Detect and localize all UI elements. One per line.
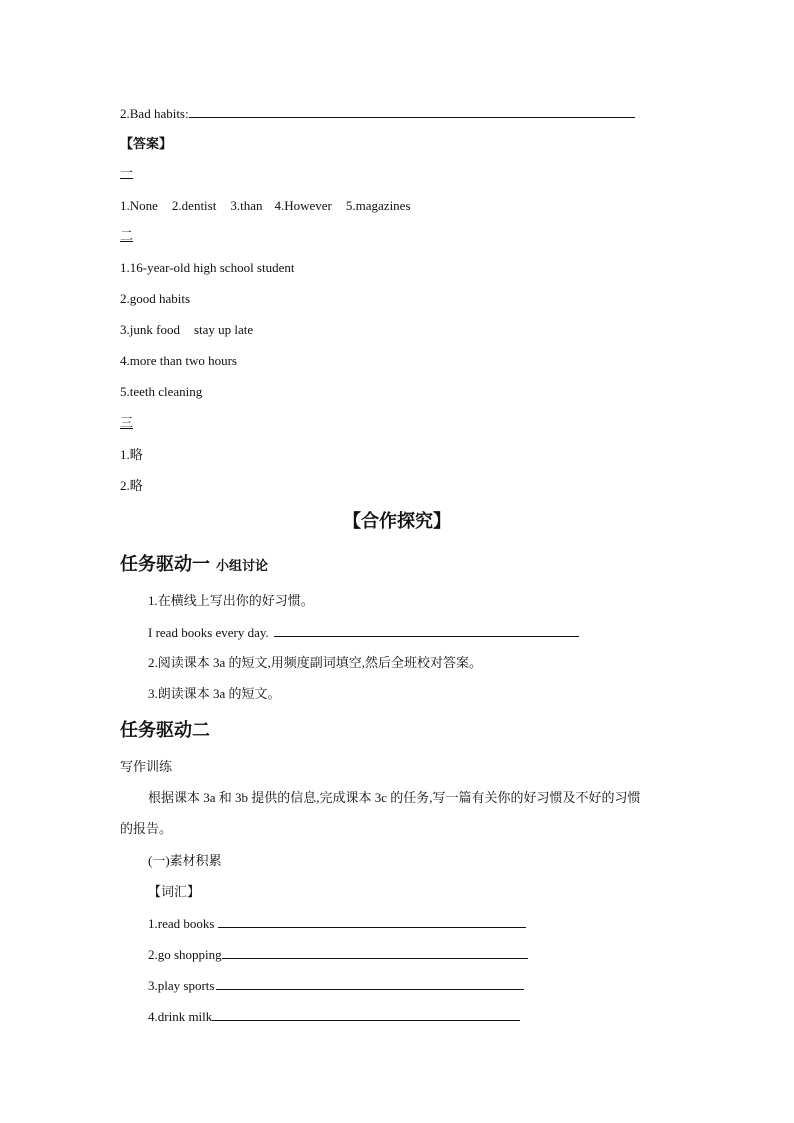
task2-instruction-line-1: 根据课本 3a 和 3b 提供的信息,完成课本 3c 的任务,写一篇有关你的好习惯及不好的习惯 <box>148 790 641 805</box>
part2-item: 3.junk food <box>120 322 180 337</box>
vocab-row <box>148 914 526 933</box>
task1-question-2: 2.阅读课本 3a 的短文,用频度副词填空,然后全班校对答案。 <box>148 655 483 670</box>
part1-marker: 一 <box>120 165 134 180</box>
part2-item: 1.16-year-old high school student <box>120 260 295 275</box>
task1-example-line <box>148 623 579 642</box>
part3-item: 1.略 <box>120 447 143 462</box>
part3-item: 2.略 <box>120 478 143 493</box>
part2-item: stay up late <box>193 322 254 337</box>
task2-title: 任务驱动二 <box>120 720 210 740</box>
task1-example: I read books every day. <box>148 625 269 640</box>
answer-item: 4.However <box>274 198 332 213</box>
vocab-row <box>148 1007 520 1026</box>
vocab-row <box>148 945 528 964</box>
answer-item: 5.magazines <box>345 198 411 213</box>
vocab-item: 1.read books <box>148 916 215 931</box>
vocab-heading: 【词汇】 <box>148 884 201 899</box>
part1-answers <box>120 197 411 215</box>
answer-heading: 【答案】 <box>120 136 173 151</box>
material-subheading: (一)素材积累 <box>148 853 222 868</box>
part2-marker: 二 <box>120 228 134 243</box>
vocab-blank[interactable] <box>218 914 526 928</box>
vocab-item: 3.play sports <box>148 978 215 993</box>
vocab-blank[interactable] <box>222 945 528 959</box>
bad-habits-blank[interactable] <box>189 104 635 118</box>
task1-question-3: 3.朗读课本 3a 的短文。 <box>148 686 281 701</box>
task1-heading <box>120 552 268 578</box>
part2-item-row <box>120 321 253 339</box>
vocab-blank[interactable] <box>216 976 524 990</box>
vocab-item: 4.drink milk <box>148 1009 213 1024</box>
part2-item: 4.more than two hours <box>120 353 237 368</box>
task1-question-1: 1.在横线上写出你的好习惯。 <box>148 593 314 608</box>
task1-answer-blank[interactable] <box>274 623 579 637</box>
answer-item: 3.than <box>230 198 263 213</box>
answer-item: 2.dentist <box>171 198 217 213</box>
writing-label: 写作训练 <box>120 759 173 774</box>
part3-marker: 三 <box>120 415 134 430</box>
bad-habits-line <box>120 104 635 123</box>
task1-title: 任务驱动一 <box>120 554 210 574</box>
answer-item: 1.None <box>120 198 158 213</box>
part2-item: 2.good habits <box>120 291 191 306</box>
bad-habits-label: 2.Bad habits: <box>120 106 189 121</box>
vocab-item: 2.go shopping <box>148 947 222 962</box>
task2-instruction-line-2: 的报告。 <box>120 821 173 836</box>
vocab-row <box>148 976 524 995</box>
part2-item: 5.teeth cleaning <box>120 384 203 399</box>
task1-subtitle: 小组讨论 <box>216 558 269 573</box>
section-title: 【合作探究】 <box>343 511 451 531</box>
vocab-blank[interactable] <box>212 1007 520 1021</box>
